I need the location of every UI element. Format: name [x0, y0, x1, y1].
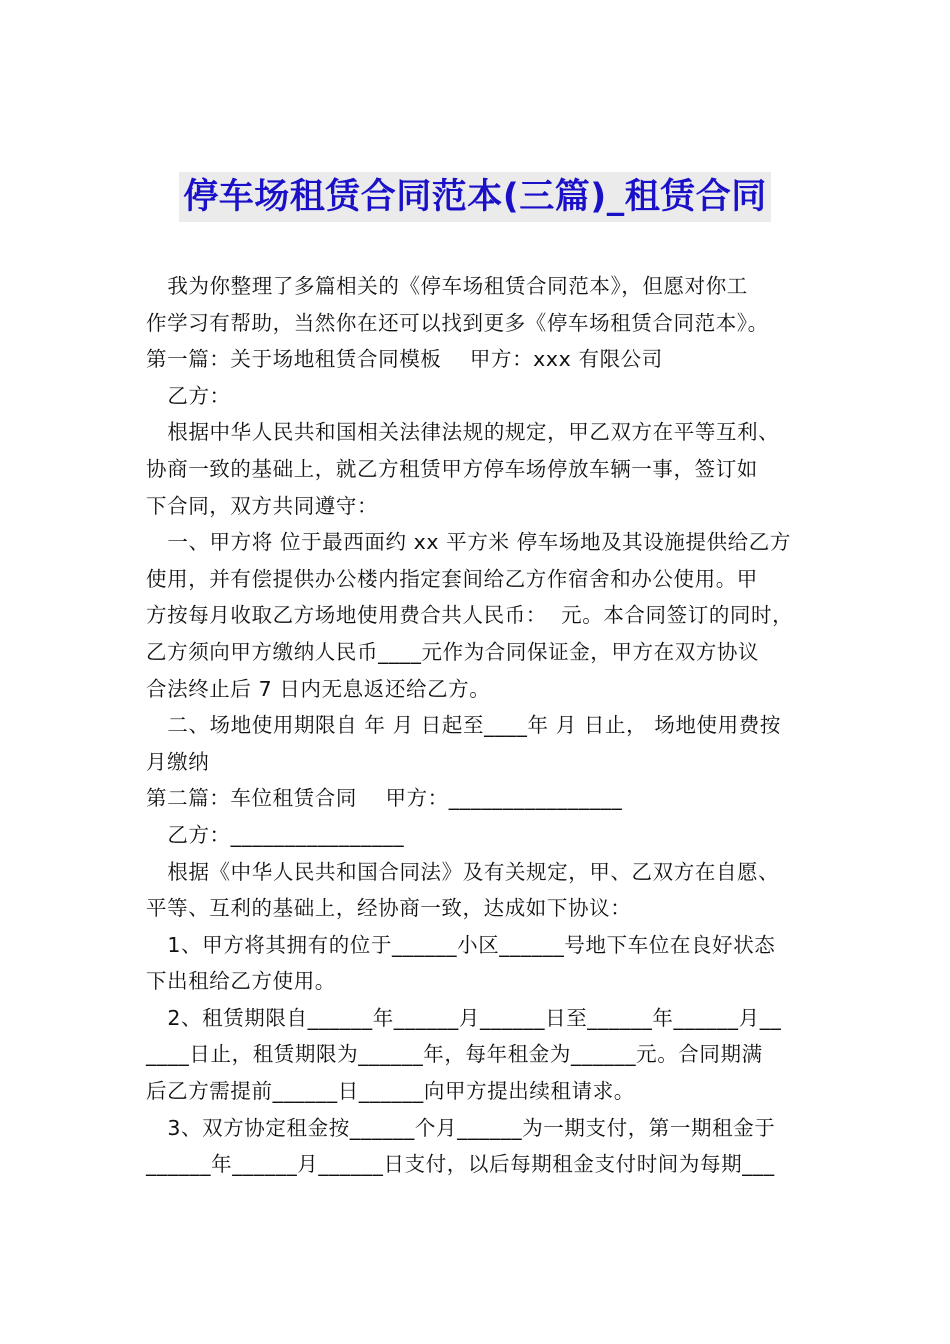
text-line: 乙方： [146, 383, 231, 408]
text-line: 二、场地使用期限自 年 月 日起至____年 月 日止， 场地使用费按 [146, 713, 781, 738]
text-line: 使用，并有偿提供办公楼内指定套间给乙方作宿舍和办公使用。甲 [146, 566, 758, 591]
text-line: 根据《中华人民共和国合同法》及有关规定，甲、乙双方在自愿、 [146, 859, 780, 884]
text-line: 月缴纳 [146, 749, 210, 774]
text-line: 根据中华人民共和国相关法律法规的规定，甲乙双方在平等互利、 [146, 420, 780, 445]
text-line: 第二篇：车位租赁合同 甲方：________________ [146, 786, 623, 811]
text-line: 方按每月收取乙方场地使用费合共人民币： 元。本合同签订的同时， [146, 603, 794, 628]
text-line: 我为你整理了多篇相关的《停车场租赁合同范本》，但愿对你工 [146, 274, 748, 298]
text-line: 协商一致的基础上，就乙方租赁甲方停车场停放车辆一事，签订如 [146, 456, 758, 481]
text-line: 乙方须向甲方缴纳人民币____元作为合同保证金，甲方在双方协议 [146, 639, 760, 664]
text-line: 合法终止后 7 日内无息返还给乙方。 [146, 676, 491, 701]
text-line: 乙方：________________ [146, 822, 405, 847]
text-line: 1、甲方将其拥有的位于______小区______号地下车位在良好状态 [146, 932, 776, 957]
document-body [146, 268, 814, 1183]
text-line: 作学习有帮助，当然你在还可以找到更多《停车场租赁合同范本》。 [146, 310, 769, 335]
text-line: 2、租赁期限自______年______月______日至______年______月__ [146, 1005, 782, 1030]
text-line: ____日止，租赁期限为______年，每年租金为______元。合同期满 [146, 1042, 763, 1067]
text-line: 平等、互利的基础上，经协商一致，达成如下协议： [146, 896, 632, 921]
text-line: 下合同，双方共同遵守： [146, 493, 379, 518]
title-container [0, 172, 950, 222]
text-line: 后乙方需提前______日______向甲方提出续租请求。 [146, 1079, 635, 1104]
text-line: 一、甲方将 位于最西面约 xx 平方米 停车场地及其设施提供给乙方 [146, 530, 791, 555]
text-line: 下出租给乙方使用。 [146, 969, 336, 994]
text-line: 第一篇：关于场地租赁合同模板 甲方：xxx 有限公司 [146, 347, 663, 372]
text-line: 3、双方协定租金按______个月______为一期支付，第一期租金于 [146, 1115, 776, 1140]
text-line: ______年______月______日支付，以后每期租金支付时间为每期___ [146, 1152, 775, 1177]
document-title: 停车场租赁合同范本(三篇)_租赁合同 [179, 172, 771, 222]
